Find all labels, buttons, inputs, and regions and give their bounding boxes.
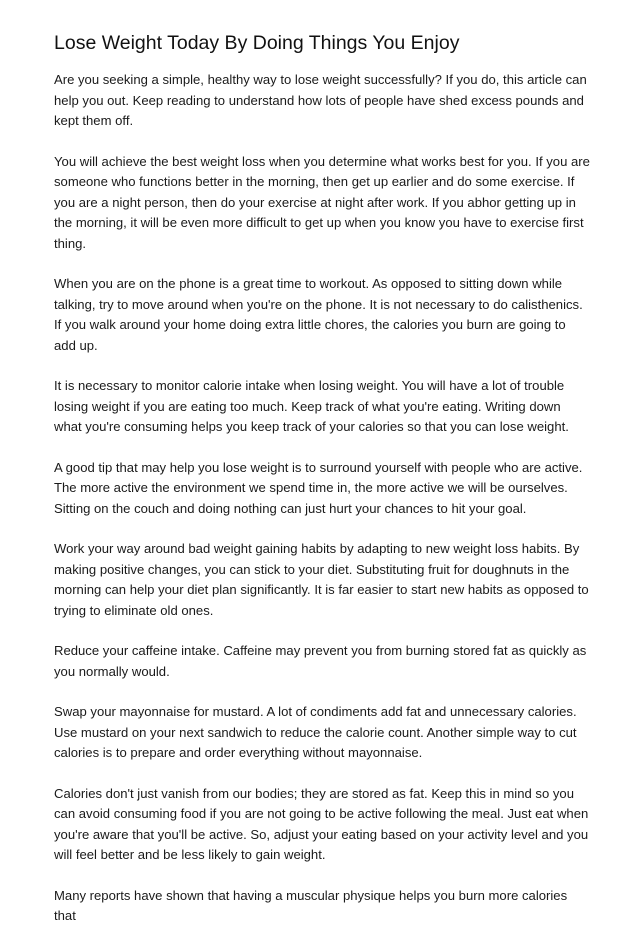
paragraph: A good tip that may help you lose weight is to surround yourself with people who are active. The more active the environment we spend time in, the more active we will be ourselves. Sitting on the couch and doing nothing can just hurt your chances to hit your goal. [54,459,583,516]
paragraph: Many reports have shown that having a muscular physique helps you burn more calories that [54,887,568,923]
document-body [54,70,590,947]
paragraph: Reduce your caffeine intake. Caffeine may prevent you from burning stored fat as quickly as you normally would. [54,643,587,679]
paragraph: You will achieve the best weight loss when you determine what works best for you. If you are someone who functions better in the morning, then get up earlier and do some exercise. If you are a night person, then do your exercise at night after work. If you abhor getting up in the morning, it will be even more difficult to get up when you know you have to exercise first thing. [54,153,590,251]
paragraph: It is necessary to monitor calorie intake when losing weight. You will have a lot of trouble losing weight if you are eating too much. Keep track of what you're eating. Writing down what you're consuming helps you keep track of your calories so that you can lose weight. [54,378,569,434]
paragraph: Swap your mayonnaise for mustard. A lot of condiments add fat and unnecessary calories. Use mustard on your next sandwich to reduce the calorie count. Another simple way to cut calories is to prepare and order everything without mayonnaise. [54,704,577,760]
paragraph: When you are on the phone is a great time to workout. As opposed to sitting down while talking, try to move around when you're on the phone. It is not necessary to do calisthenics. If you walk around your home doing extra little chores, the calories you burn are going to add up. [54,276,583,353]
paragraph: Work your way around bad weight gaining habits by adapting to new weight loss habits. By making positive changes, you can stick to your diet. Substituting fruit for doughnuts in the morning can help your diet plan significantly. It is far easier to start new habits as opposed to trying to eliminate old ones. [54,541,589,618]
paragraph: Are you seeking a simple, healthy way to lose weight successfully? If you do, this article can help you out. Keep reading to understand how lots of people have shed excess pounds and kept them off. [54,72,587,128]
paragraph: Calories don't just vanish from our bodies; they are stored as fat. Keep this in mind so you can avoid consuming food if you are not going to be active following the meal. Just eat when you're aware that you'll be active. So, adjust your eating based on your activity level and you will feel better and be less likely to gain weight. [54,785,589,862]
document-title: Lose Weight Today By Doing Things You Enjoy [54,32,460,54]
